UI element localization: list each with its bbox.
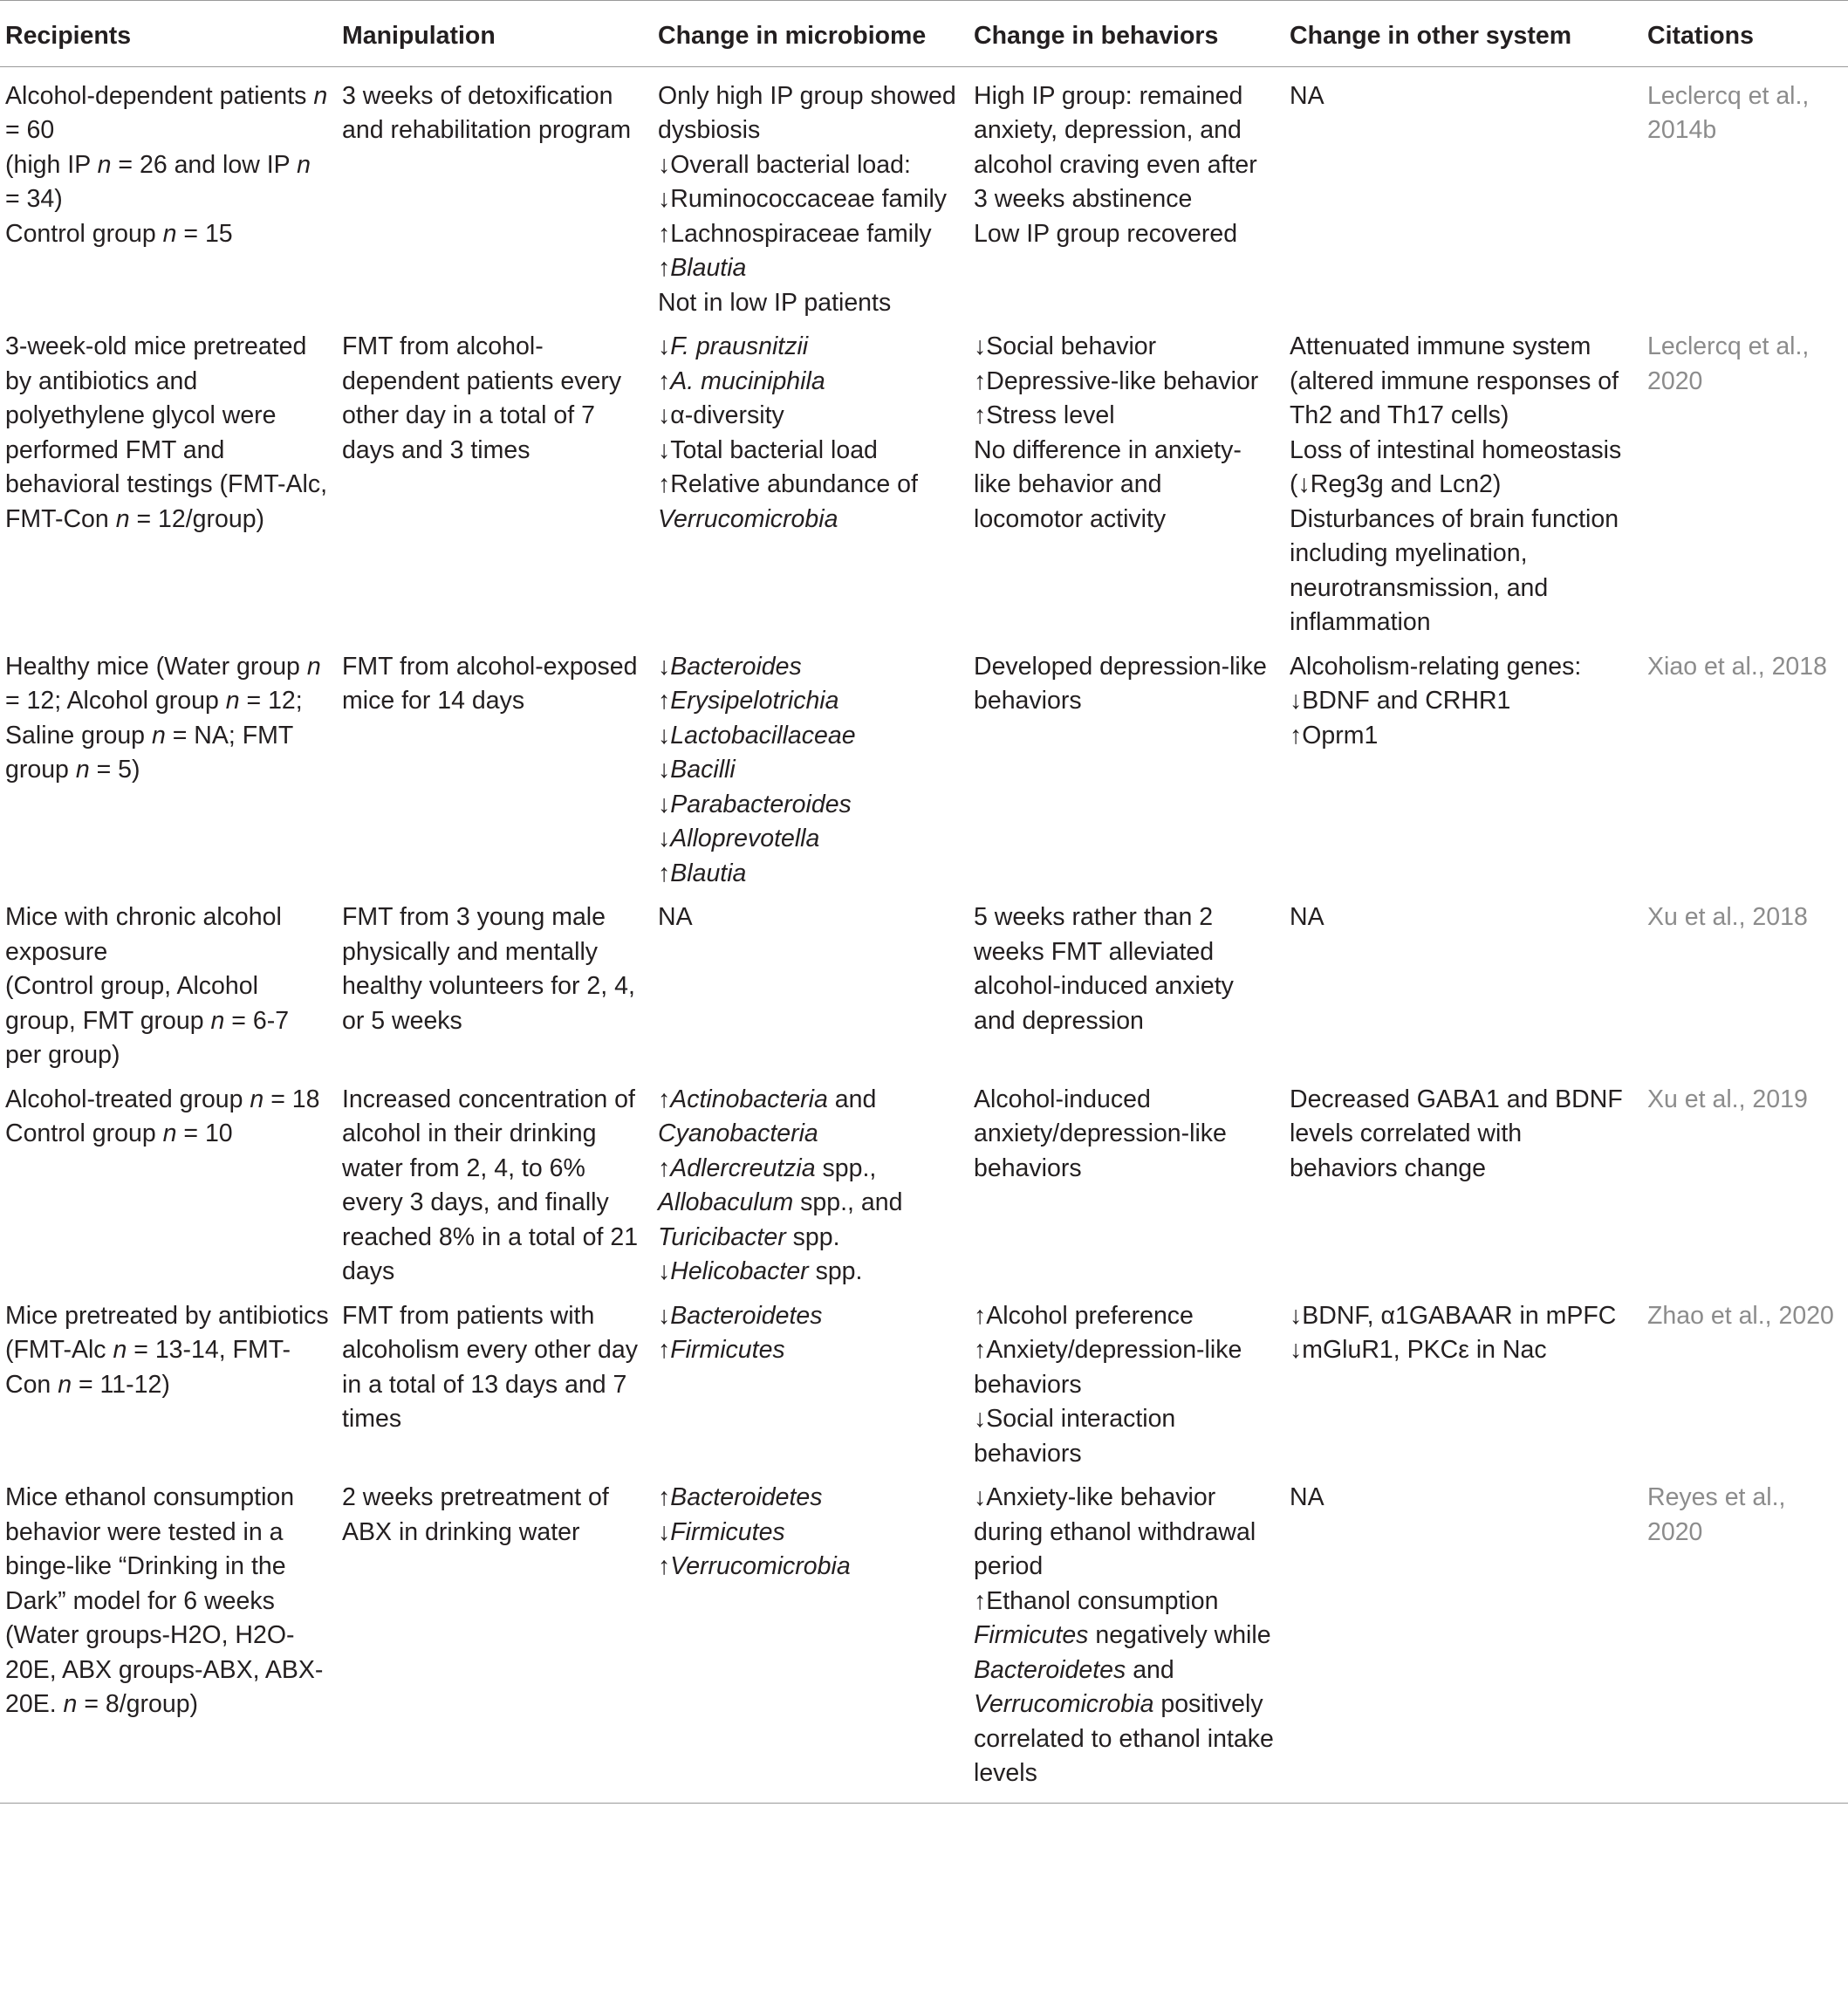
cell-line [658, 1152, 962, 1256]
italic-text: Firmicutes [670, 1336, 785, 1364]
text-run: ↑ [658, 1552, 671, 1580]
italic-text: Firmicutes [974, 1621, 1089, 1649]
microbiome-cell [653, 1297, 968, 1479]
text-run: = 18 [264, 1085, 320, 1113]
cell-line [658, 788, 962, 823]
text-run: ↑Relative abundance of [658, 470, 918, 498]
text-run: ↓BDNF, α1GABAAR in mPFC [1290, 1301, 1617, 1330]
text-run: spp., [815, 1154, 877, 1182]
text-run: ↑ [658, 1483, 671, 1511]
text-run: Alcohol-dependent patients [5, 81, 314, 110]
microbiome-cell [653, 1080, 968, 1297]
text-run: = NA; FMT group [5, 721, 293, 784]
text-run: ↓ [658, 652, 671, 681]
text-run: = 10 [176, 1119, 233, 1147]
text-run: NA [1290, 903, 1324, 931]
other-system-cell [1284, 647, 1642, 899]
cell-line [658, 286, 962, 321]
cell-line [658, 857, 962, 892]
text-run: Control group [5, 219, 163, 248]
cell-line [974, 900, 1277, 1038]
text-run: 2 weeks pretreatment of ABX in drinking water [342, 1483, 609, 1546]
cell-line [342, 79, 646, 148]
italic-text: F. prausnitzii [670, 332, 809, 360]
text-run: FMT from patients with alcoholism every other day in a total of 13 days and 7 times [342, 1301, 638, 1433]
cell-line [342, 1481, 646, 1550]
text-run: ↓Total bacterial load [658, 435, 878, 464]
cell-line [342, 330, 646, 468]
cell-line [5, 1117, 330, 1152]
italic-text: A. muciniphila [670, 366, 825, 395]
table-row [0, 647, 1848, 899]
cell-line [974, 217, 1277, 252]
cell-line [658, 900, 962, 935]
cell-line [1290, 650, 1635, 685]
text-run: ↓BDNF and CRHR1 [1290, 687, 1511, 715]
text-run: ↑Stress level [974, 401, 1115, 429]
italic-text: Alloprevotella [670, 825, 820, 852]
header-recipients: Recipients [0, 1, 337, 67]
recipients-cell [0, 898, 337, 1080]
text-run: No difference in anxiety-like behavior and locomotor activity [974, 435, 1242, 533]
text-run: spp. [808, 1257, 863, 1285]
italic-text: n [225, 687, 240, 715]
text-run: Alcoholism-relating genes: [1290, 652, 1582, 681]
italic-text: n [151, 721, 166, 750]
text-run: ↑Lachnospiraceae family [658, 219, 932, 248]
table-body [0, 66, 1848, 1803]
text-run: High IP group: remained anxiety, depression, and alcohol craving even after 3 weeks abstinence [974, 81, 1257, 213]
text-run: 5 weeks rather than 2 weeks FMT alleviated alcohol-induced anxiety and depression [974, 903, 1234, 1035]
cell-line [658, 1550, 962, 1585]
cell-line [658, 79, 962, 148]
recipients-cell [0, 1080, 337, 1297]
text-run: ↓Ruminococcaceae family [658, 185, 948, 213]
text-run: = 12/group) [129, 504, 265, 533]
behaviors-cell [968, 1297, 1284, 1479]
recipients-cell [0, 327, 337, 647]
other-system-cell [1284, 66, 1642, 327]
text-run: ↑ [658, 254, 671, 282]
text-run: Developed depression-like behaviors [974, 652, 1267, 715]
text-run: Not in low IP patients [658, 288, 892, 317]
italic-text: Actinobacteria [670, 1085, 828, 1113]
header-change-in-other-system: Change in other system [1284, 1, 1642, 67]
other-system-cell [1284, 327, 1642, 647]
citation-cell: Xiao et al., 2018 [1647, 652, 1827, 681]
text-run: ↓mGluR1, PKCε in Nac [1290, 1336, 1547, 1364]
cell-line [342, 650, 646, 719]
behaviors-cell [968, 1478, 1284, 1803]
cell-line [1290, 900, 1635, 935]
cell-line [658, 753, 962, 788]
text-run: ↑Anxiety/depression-like behaviors [974, 1336, 1242, 1399]
citation-cell: Xu et al., 2018 [1647, 903, 1808, 931]
text-run: ↓α-diversity [658, 401, 784, 429]
recipients-cell [0, 647, 337, 899]
text-run: FMT from 3 young male physically and mentally healthy volunteers for 2, 4, or 5 weeks [342, 903, 635, 1035]
table-row [0, 1297, 1848, 1479]
italic-text: n [162, 1119, 177, 1147]
cell-line [658, 650, 962, 685]
text-run: Healthy mice (Water group [5, 652, 307, 681]
cell-line [5, 1299, 330, 1334]
cell-line [5, 1481, 330, 1722]
text-run: ↑ [658, 1085, 671, 1113]
cell-line [1290, 1083, 1635, 1187]
cell-line [974, 1402, 1277, 1471]
microbiome-cell [653, 327, 968, 647]
cell-line [974, 650, 1277, 719]
cell-line [1290, 684, 1635, 719]
cell-line [974, 330, 1277, 365]
text-run: negatively while [1088, 1621, 1271, 1649]
italic-text: Bacteroides [670, 652, 802, 681]
text-run: FMT from alcohol-dependent patients every other day in a total of 7 days and 3 times [342, 332, 622, 464]
italic-text: Blautia [670, 254, 747, 282]
text-run: = 26 and low IP [111, 150, 298, 179]
other-system-cell [1284, 1297, 1642, 1479]
italic-text: Bacteroidetes [670, 1483, 823, 1511]
text-run: ↓ [658, 721, 671, 750]
text-run: 3-week-old mice pretreated by antibiotics and polyethylene glycol were performed FMT and behavioral testings (FMT-Alc, FMT-Con [5, 332, 328, 533]
text-run: ↓ [658, 1517, 671, 1546]
italic-text: n [210, 1006, 225, 1035]
cell-line [658, 719, 962, 754]
text-run: = 15 [176, 219, 233, 248]
text-run: NA [1290, 81, 1324, 110]
italic-text: n [162, 219, 177, 248]
text-run: Loss of intestinal homeostasis (↓Reg3g and Lcn2) [1290, 435, 1622, 498]
citation-cell: Xu et al., 2019 [1647, 1085, 1808, 1113]
behaviors-cell [968, 898, 1284, 1080]
manipulation-cell [337, 1478, 653, 1803]
italic-text: Bacteroidetes [670, 1301, 823, 1330]
header-row [0, 1, 1848, 67]
text-run: Decreased GABA1 and BDNF levels correlated with behaviors change [1290, 1085, 1623, 1182]
italic-text: Bacteroidetes [974, 1655, 1126, 1684]
text-run: = 6-7 per group) [5, 1006, 290, 1069]
manipulation-cell [337, 66, 653, 327]
text-run: Disturbances of brain function including myelination, neurotransmission, and inflammation [1290, 504, 1619, 636]
cell-line [658, 182, 962, 217]
microbiome-cell [653, 647, 968, 899]
text-run: ↓Anxiety-like behavior during ethanol withdrawal period [974, 1483, 1256, 1580]
cell-line [658, 365, 962, 400]
microbiome-cell [653, 66, 968, 327]
cell-line [658, 684, 962, 719]
cell-line [658, 1516, 962, 1551]
cell-line [658, 1299, 962, 1334]
manipulation-cell [337, 327, 653, 647]
cell-line [658, 330, 962, 365]
italic-text: Verrucomicrobia [974, 1690, 1154, 1718]
text-run: ↑Ethanol consumption [974, 1586, 1219, 1615]
behaviors-cell [968, 1080, 1284, 1297]
recipients-cell [0, 1297, 337, 1479]
other-system-cell [1284, 898, 1642, 1080]
text-run: (high IP [5, 150, 98, 179]
cell-line [658, 148, 962, 183]
cell-line [1290, 1481, 1635, 1516]
text-run: ↓Overall bacterial load: [658, 150, 911, 179]
text-run: Low IP group recovered [974, 219, 1238, 248]
cell-line [974, 1299, 1277, 1334]
recipients-cell [0, 66, 337, 327]
table-row [0, 66, 1848, 327]
text-run: NA [1290, 1483, 1324, 1511]
cell-line [1290, 330, 1635, 434]
header-change-in-behaviors: Change in behaviors [968, 1, 1284, 67]
text-run: Alcohol-treated group [5, 1085, 250, 1113]
italic-text: n [306, 652, 321, 681]
microbiome-cell [653, 898, 968, 1080]
header-citations: Citations [1642, 1, 1848, 67]
recipients-cell [0, 1478, 337, 1803]
italic-text: n [58, 1370, 72, 1399]
text-run: ↑ [658, 859, 671, 887]
italic-text: Verrucomicrobia [670, 1552, 851, 1580]
cell-line [658, 822, 962, 857]
cell-line [5, 79, 330, 148]
citation-cell: Leclercq et al., 2020 [1647, 332, 1810, 395]
behaviors-cell [968, 327, 1284, 647]
italic-text: n [250, 1085, 264, 1113]
cell-line [1290, 719, 1635, 754]
italic-text: Helicobacter [670, 1257, 809, 1285]
citation-cell: Zhao et al., 2020 [1647, 1301, 1834, 1330]
italic-text: Erysipelotrichia [670, 687, 839, 715]
italic-text: n [113, 1336, 127, 1364]
text-run: and [1126, 1655, 1174, 1684]
cell-line [5, 1333, 330, 1402]
text-run: spp. [785, 1222, 840, 1251]
italic-text: Parabacteroides [670, 790, 852, 818]
text-run: positively correlated to ethanol intake levels [974, 1690, 1274, 1787]
text-run: ↑Depressive-like behavior [974, 366, 1259, 395]
text-run: ↓ [658, 825, 671, 852]
cell-line [1290, 1333, 1635, 1368]
cell-line [5, 969, 330, 1073]
cell-line [5, 330, 330, 537]
italic-text: Allobaculum [658, 1188, 794, 1216]
cell-line [658, 399, 962, 434]
text-run: Attenuated immune system (altered immune responses of Th2 and Th17 cells) [1290, 332, 1619, 429]
italic-text: n [297, 150, 311, 179]
italic-text: n [63, 1690, 78, 1718]
text-run: Control group [5, 1119, 163, 1147]
cell-line [1290, 503, 1635, 640]
behaviors-cell [968, 66, 1284, 327]
table-row [0, 327, 1848, 647]
cell-line [342, 900, 646, 1038]
cell-line [5, 217, 330, 252]
text-run: Alcohol-induced anxiety/depression-like behaviors [974, 1085, 1227, 1182]
cell-line [974, 1083, 1277, 1187]
italic-text: n [75, 756, 90, 784]
manipulation-cell [337, 1080, 653, 1297]
citation-cell: Leclercq et al., 2014b [1647, 81, 1810, 144]
text-run: spp., and [793, 1188, 903, 1216]
text-run: FMT from alcohol-exposed mice for 14 days [342, 652, 638, 715]
text-run: NA [658, 903, 693, 931]
text-run: ↑ [658, 687, 671, 715]
italic-text: Cyanobacteria [658, 1119, 818, 1147]
text-run: Mice with chronic alcohol exposure [5, 903, 282, 966]
cell-line [1290, 79, 1635, 114]
text-run: Mice pretreated by antibiotics [5, 1301, 329, 1330]
cell-line [342, 1299, 646, 1437]
cell-line [974, 1619, 1277, 1791]
cell-line [974, 79, 1277, 217]
cell-line [974, 1585, 1277, 1619]
text-run: ↑ [658, 366, 671, 395]
text-run: and [827, 1085, 877, 1113]
behaviors-cell [968, 647, 1284, 899]
text-run: Increased concentration of alcohol in their drinking water from 2, 4, to 6% every 3 days, and finally reached 8% in a total of 21 days [342, 1085, 639, 1285]
cell-line [5, 650, 330, 788]
text-run: = 5) [89, 756, 140, 784]
table-row [0, 898, 1848, 1080]
italic-text: n [97, 150, 112, 179]
cell-line [974, 365, 1277, 400]
text-run: (Control group, Alcohol group, FMT group [5, 972, 258, 1035]
text-run: 3 weeks of detoxification and rehabilitation program [342, 81, 632, 144]
table-row [0, 1080, 1848, 1297]
italic-text: Bacilli [670, 756, 736, 784]
text-run: = 12; Saline group [5, 687, 303, 750]
cell-line [658, 434, 962, 469]
text-run: ↓Social interaction behaviors [974, 1405, 1176, 1468]
cell-line [974, 434, 1277, 537]
cell-line [658, 468, 962, 537]
text-run: = 8/group) [77, 1690, 199, 1718]
table-header [0, 1, 1848, 67]
text-run: ↓ [658, 790, 671, 818]
italic-text: n [115, 504, 130, 533]
text-run: ↓ [658, 332, 671, 360]
text-run: = 34) [5, 185, 63, 213]
other-system-cell [1284, 1080, 1642, 1297]
microbiome-cell [653, 1478, 968, 1803]
manipulation-cell [337, 647, 653, 899]
text-run: ↓ [658, 756, 671, 784]
cell-line [658, 1083, 962, 1152]
manipulation-cell [337, 1297, 653, 1479]
italic-text: n [313, 81, 328, 110]
text-run: ↑ [658, 1336, 671, 1364]
italic-text: Blautia [670, 859, 747, 887]
cell-line [1290, 1299, 1635, 1334]
text-run: = 12; Alcohol group [5, 687, 226, 715]
italic-text: Firmicutes [670, 1517, 785, 1546]
text-run: ↑ [658, 1154, 671, 1182]
text-run: ↑Oprm1 [1290, 721, 1379, 750]
text-run: ↓ [658, 1301, 671, 1330]
cell-line [658, 1481, 962, 1516]
cell-line [5, 148, 330, 217]
italic-text: Lactobacillaceae [670, 721, 856, 750]
table-row [0, 1478, 1848, 1803]
manipulation-cell [337, 898, 653, 1080]
text-run: Only high IP group showed dysbiosis [658, 81, 956, 144]
other-system-cell [1284, 1478, 1642, 1803]
text-run: ↑Alcohol preference [974, 1301, 1194, 1330]
cell-line [5, 1083, 330, 1118]
header-change-in-microbiome: Change in microbiome [653, 1, 968, 67]
cell-line [658, 217, 962, 252]
cell-line [5, 900, 330, 969]
citation-cell: Reyes et al., 2020 [1642, 1478, 1848, 1803]
text-run: = 11-12) [72, 1370, 170, 1399]
text-run: Mice ethanol consumption behavior were tested in a binge-like “Drinking in the Dark” model for 6 weeks (Water groups-H2O, H2O-20E, ABX groups-ABX, ABX-20E. [5, 1483, 324, 1718]
cell-line [342, 1083, 646, 1290]
italic-text: Turicibacter [658, 1222, 786, 1251]
cell-line [1290, 434, 1635, 503]
cell-line [658, 1333, 962, 1368]
text-run: = 60 [5, 116, 55, 144]
text-run: (FMT-Alc [5, 1336, 113, 1364]
italic-text: Adlercreutzia [670, 1154, 816, 1182]
cell-line [974, 1481, 1277, 1585]
italic-text: Verrucomicrobia [658, 504, 838, 533]
cell-line [974, 1333, 1277, 1402]
text-run: = 13-14, FMT-Con [5, 1336, 291, 1399]
text-run: ↓ [658, 1257, 671, 1285]
cell-line [658, 251, 962, 286]
cell-line [658, 1255, 962, 1290]
text-run: ↓Social behavior [974, 332, 1157, 360]
header-manipulation: Manipulation [337, 1, 653, 67]
cell-line [974, 399, 1277, 434]
